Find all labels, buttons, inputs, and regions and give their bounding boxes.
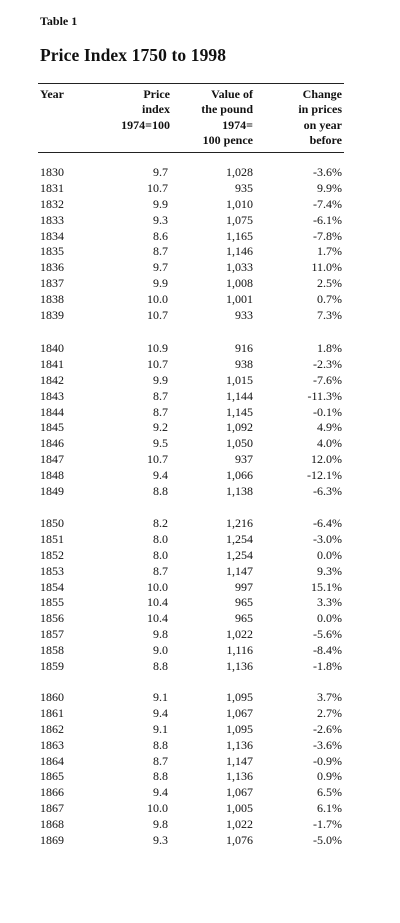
change-cell: -11.3% [307,388,342,403]
table-row [0,308,400,324]
year-cell: 1857 [40,627,64,642]
value-of-pound-cell: 937 [235,452,253,467]
year-cell: 1847 [40,452,64,467]
price-index-cell: 8.2 [153,516,168,530]
change-cell: -3.6% [313,737,342,752]
year-cell: 1840 [40,341,64,355]
decade-block [0,516,400,675]
year-cell: 1845 [40,420,64,435]
year-cell: 1833 [40,212,64,227]
header-bottom-rule [38,152,344,153]
table-row [0,436,400,452]
value-of-pound-cell: 1,022 [226,627,253,642]
value-of-pound-cell: 1,146 [226,244,253,259]
decade-block [0,690,400,849]
change-cell: -6.3% [313,484,342,499]
value-of-pound-cell: 997 [235,579,253,594]
price-index-cell: 9.9 [153,372,168,387]
price-index-cell: 8.7 [153,753,168,768]
year-cell: 1858 [40,643,64,658]
table-row [0,627,400,643]
header-line: 1974=100 [121,117,170,132]
price-index-cell: 9.5 [153,436,168,451]
year-cell: 1849 [40,484,64,499]
table-row [0,260,400,276]
table-row [0,213,400,229]
table-row [0,801,400,817]
change-cell: 9.3% [317,563,342,578]
table-row [0,229,400,245]
value-of-pound-cell: 1,022 [226,817,253,832]
change-cell: 7.3% [317,308,342,323]
year-cell: 1831 [40,180,64,195]
value-of-pound-cell: 1,092 [226,420,253,435]
change-cell: -7.8% [313,228,342,243]
change-cell: 4.0% [317,436,342,451]
change-cell: -6.1% [313,212,342,227]
year-cell: 1856 [40,611,64,626]
value-of-pound-cell: 1,216 [226,516,253,530]
table-row [0,165,400,181]
change-cell: 0.9% [317,769,342,784]
price-index-cell: 8.6 [153,228,168,243]
year-cell: 1868 [40,817,64,832]
change-cell: -3.6% [313,165,342,179]
year-cell: 1855 [40,595,64,610]
change-cell: 6.1% [317,801,342,816]
value-of-pound-cell: 965 [235,595,253,610]
price-index-cell: 8.8 [153,737,168,752]
table-row [0,244,400,260]
table-row [0,389,400,405]
year-cell: 1832 [40,196,64,211]
year-cell: 1852 [40,547,64,562]
year-cell: 1869 [40,833,64,848]
year-cell: 1854 [40,579,64,594]
change-cell: -8.4% [313,643,342,658]
price-index-cell: 9.4 [153,785,168,800]
value-of-pound-cell: 1,067 [226,785,253,800]
header-line: the pound [201,102,253,117]
price-index-cell: 9.0 [153,643,168,658]
column-header-year [40,87,64,102]
table-row [0,769,400,785]
value-of-pound-cell: 1,147 [226,563,253,578]
year-cell: 1861 [40,705,64,720]
price-index-cell: 10.7 [147,452,168,467]
table-row [0,292,400,308]
price-index-cell: 10.4 [147,611,168,626]
year-cell: 1867 [40,801,64,816]
value-of-pound-cell: 1,136 [226,659,253,674]
change-cell: -0.9% [313,753,342,768]
table-row [0,468,400,484]
price-index-cell: 10.7 [147,180,168,195]
change-cell: 2.7% [317,705,342,720]
value-of-pound-cell: 1,005 [226,801,253,816]
change-cell: -2.6% [313,721,342,736]
table-row [0,611,400,627]
change-cell: 3.3% [317,595,342,610]
column-header-price-index [121,87,170,133]
value-of-pound-cell: 935 [235,180,253,195]
change-cell: -5.0% [313,833,342,848]
table-row [0,643,400,659]
header-line: Price [143,87,170,101]
value-of-pound-cell: 1,095 [226,721,253,736]
price-index-cell: 8.8 [153,659,168,674]
price-index-cell: 9.3 [153,833,168,848]
table-row [0,484,400,500]
value-of-pound-cell: 1,008 [226,276,253,291]
value-of-pound-cell: 1,136 [226,737,253,752]
value-of-pound-cell: 965 [235,611,253,626]
year-cell: 1844 [40,404,64,419]
value-of-pound-cell: 1,138 [226,484,253,499]
price-index-cell: 9.9 [153,196,168,211]
year-cell: 1863 [40,737,64,752]
price-index-cell: 10.7 [147,308,168,323]
header-line: before [309,133,342,148]
table-row [0,817,400,833]
value-of-pound-cell: 1,095 [226,690,253,704]
year-cell: 1843 [40,388,64,403]
table-row [0,405,400,421]
change-cell: 4.9% [317,420,342,435]
price-index-cell: 8.7 [153,404,168,419]
change-cell: -12.1% [307,468,342,483]
year-cell: 1860 [40,690,64,704]
price-index-cell: 9.4 [153,705,168,720]
table-row [0,722,400,738]
year-cell: 1848 [40,468,64,483]
table-row [0,690,400,706]
change-cell: 0.7% [317,292,342,307]
header-line: 100 pence [202,133,253,148]
value-of-pound-cell: 1,165 [226,228,253,243]
price-index-cell: 8.0 [153,531,168,546]
header-line: in prices [298,102,342,117]
price-index-cell: 9.8 [153,817,168,832]
price-index-cell: 9.7 [153,165,168,179]
price-index-cell: 10.0 [147,292,168,307]
table-row [0,785,400,801]
table-row [0,357,400,373]
change-cell: 3.7% [317,690,342,704]
year-cell: 1835 [40,244,64,259]
year-cell: 1841 [40,356,64,371]
change-cell: 11.0% [311,260,342,275]
price-index-cell: 10.4 [147,595,168,610]
header-line: index [141,102,170,117]
table-row [0,420,400,436]
table-row [0,659,400,675]
year-cell: 1834 [40,228,64,243]
year-cell: 1839 [40,308,64,323]
change-cell: 12.0% [311,452,342,467]
header-top-rule [38,83,344,84]
price-index-cell: 9.1 [153,690,168,704]
table-row [0,706,400,722]
decade-block [0,341,400,500]
year-cell: 1838 [40,292,64,307]
value-of-pound-cell: 1,116 [226,643,253,658]
value-of-pound-cell: 1,010 [226,196,253,211]
table-row [0,373,400,389]
change-cell: 1.7% [317,244,342,259]
price-index-cell: 10.7 [147,356,168,371]
price-index-cell: 9.3 [153,212,168,227]
table-row [0,548,400,564]
change-cell: -2.3% [313,356,342,371]
value-of-pound-cell: 1,001 [226,292,253,307]
value-of-pound-cell: 1,066 [226,468,253,483]
change-cell: -1.8% [313,659,342,674]
change-cell: 2.5% [317,276,342,291]
change-cell: 0.0% [317,547,342,562]
change-cell: 0.0% [317,611,342,626]
price-index-cell: 10.0 [147,801,168,816]
change-cell: -3.0% [313,531,342,546]
table-row [0,341,400,357]
change-cell: -0.1% [313,404,342,419]
table-row [0,595,400,611]
value-of-pound-cell: 1,067 [226,705,253,720]
table-row [0,564,400,580]
change-cell: -6.4% [313,516,342,530]
table-row [0,452,400,468]
column-header-value-of-pound [201,87,253,149]
year-cell: 1842 [40,372,64,387]
year-cell: 1846 [40,436,64,451]
table-row [0,532,400,548]
value-of-pound-cell: 933 [235,308,253,323]
value-of-pound-cell: 1,144 [226,388,253,403]
table-row [0,181,400,197]
change-cell: -7.6% [313,372,342,387]
value-of-pound-cell: 938 [235,356,253,371]
change-cell: -7.4% [313,196,342,211]
year-cell: 1837 [40,276,64,291]
year-cell: 1862 [40,721,64,736]
value-of-pound-cell: 916 [235,341,253,355]
value-of-pound-cell: 1,147 [226,753,253,768]
price-index-cell: 9.4 [153,468,168,483]
price-index-cell: 10.9 [147,341,168,355]
price-index-cell: 9.8 [153,627,168,642]
column-header-change-in-prices [298,87,342,149]
year-cell: 1864 [40,753,64,768]
year-cell: 1830 [40,165,64,179]
value-of-pound-cell: 1,015 [226,372,253,387]
price-index-cell: 8.7 [153,563,168,578]
value-of-pound-cell: 1,033 [226,260,253,275]
value-of-pound-cell: 1,028 [226,165,253,179]
value-of-pound-cell: 1,145 [226,404,253,419]
table-row [0,754,400,770]
header-line: Year [40,87,64,101]
table-row [0,833,400,849]
price-index-cell: 8.7 [153,388,168,403]
year-cell: 1859 [40,659,64,674]
year-cell: 1836 [40,260,64,275]
year-cell: 1866 [40,785,64,800]
table-label: Table 1 [40,14,78,28]
change-cell: -1.7% [313,817,342,832]
table-row [0,276,400,292]
year-cell: 1850 [40,516,64,530]
change-cell: 15.1% [311,579,342,594]
price-index-cell: 9.9 [153,276,168,291]
price-index-cell: 8.8 [153,484,168,499]
price-index-cell: 8.8 [153,769,168,784]
price-index-cell: 9.1 [153,721,168,736]
change-cell: 6.5% [317,785,342,800]
price-index-cell: 9.2 [153,420,168,435]
year-cell: 1865 [40,769,64,784]
value-of-pound-cell: 1,050 [226,436,253,451]
header-line: on year [303,117,342,132]
table-row [0,580,400,596]
price-index-cell: 8.7 [153,244,168,259]
price-index-cell: 10.0 [147,579,168,594]
price-index-cell: 9.7 [153,260,168,275]
value-of-pound-cell: 1,136 [226,769,253,784]
table-row [0,738,400,754]
header-line: Value of [211,87,253,101]
change-cell: 1.8% [317,341,342,355]
page-title: Price Index 1750 to 1998 [40,45,227,65]
change-cell: 9.9% [317,180,342,195]
value-of-pound-cell: 1,254 [226,547,253,562]
change-cell: -5.6% [313,627,342,642]
table-row [0,197,400,213]
price-index-cell: 8.0 [153,547,168,562]
header-line: 1974= [222,117,253,132]
value-of-pound-cell: 1,254 [226,531,253,546]
table-row [0,516,400,532]
year-cell: 1853 [40,563,64,578]
decade-block [0,165,400,324]
year-cell: 1851 [40,531,64,546]
value-of-pound-cell: 1,076 [226,833,253,848]
value-of-pound-cell: 1,075 [226,212,253,227]
header-line: Change [302,87,342,101]
